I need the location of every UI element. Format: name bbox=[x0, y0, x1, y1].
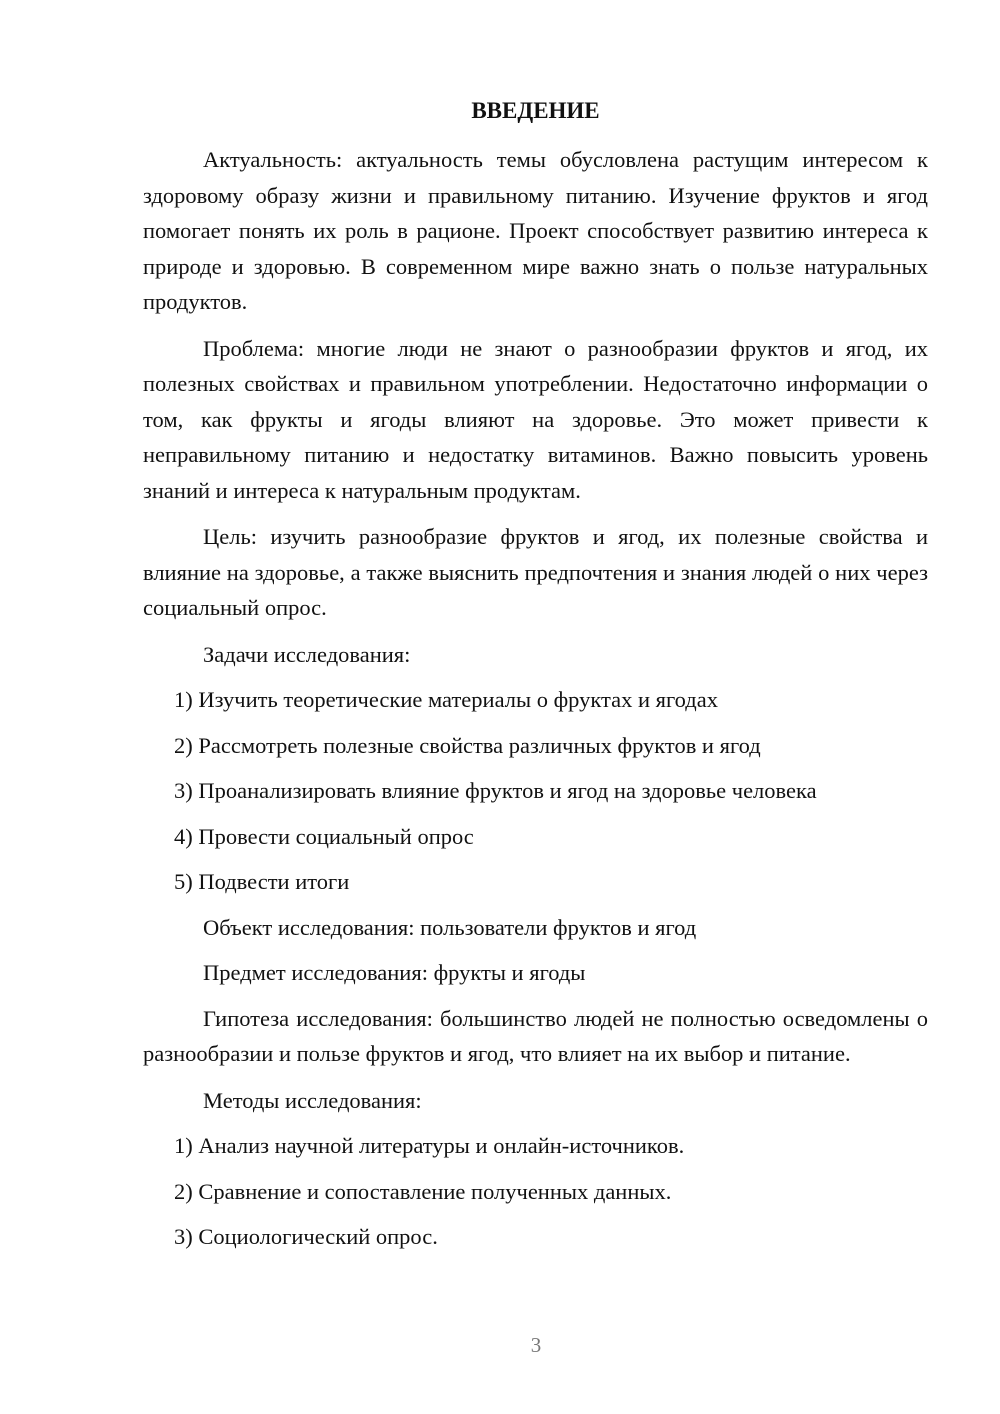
task-item: 1) Изучить теоретические материалы о фруктах и ягодах bbox=[174, 687, 718, 712]
method-item: 2) Сравнение и сопоставление полученных данных. bbox=[174, 1178, 672, 1204]
method-item: 1) Анализ научной литературы и онлайн-источников. bbox=[174, 1133, 685, 1158]
section-title: ВВЕДЕНИЕ bbox=[471, 98, 600, 123]
task-item: 4) Провести социальный опрос bbox=[174, 823, 474, 849]
task-item: 2) Рассмотреть полезные свойства различных фруктов и ягод bbox=[174, 732, 761, 758]
research-subject: Предмет исследования: фрукты и ягоды bbox=[203, 960, 586, 985]
page-number: 3 bbox=[530, 1333, 542, 1357]
problem-paragraph: Проблема: многие люди не знают о разнообразии фруктов и ягод, их полезных свойствах и правильном употреблении. Недостаточно информации о том, как фрукты и ягоды влияют на здоровье. Это может привести к неправильному питанию и недостатку витаминов. Важно повысить уровень знаний и интереса к натуральным продуктам. bbox=[143, 335, 928, 503]
hypothesis-paragraph: Гипотеза исследования: большинство людей не полностью осведомлены о разнообразии и пользе фруктов и ягод, что влияет на их выбор и питание. bbox=[143, 1005, 928, 1066]
methods-heading: Методы исследования: bbox=[203, 1087, 422, 1113]
tasks-heading: Задачи исследования: bbox=[203, 641, 411, 667]
relevance-paragraph: Актуальность: актуальность темы обусловлена растущим интересом к здоровому образу жизни и правильному питанию. Изучение фруктов и ягод помогает понять их роль в рационе. Проект способствует развитию интереса к природе и здоровью. В современном мире важно знать о пользе натуральных продуктов. bbox=[143, 147, 928, 314]
task-item: 3) Проанализировать влияние фруктов и ягод на здоровье человека bbox=[174, 778, 817, 803]
goal-paragraph: Цель: изучить разнообразие фруктов и ягод, их полезные свойства и влияние на здоровье, а также выяснить предпочтения и знания людей о них через социальный опрос. bbox=[143, 524, 928, 620]
research-object: Объект исследования: пользователи фруктов и ягод bbox=[203, 914, 697, 940]
method-item: 3) Социологический опрос. bbox=[174, 1224, 438, 1249]
page-content bbox=[143, 94, 928, 1265]
task-item: 5) Подвести итоги bbox=[174, 869, 350, 894]
